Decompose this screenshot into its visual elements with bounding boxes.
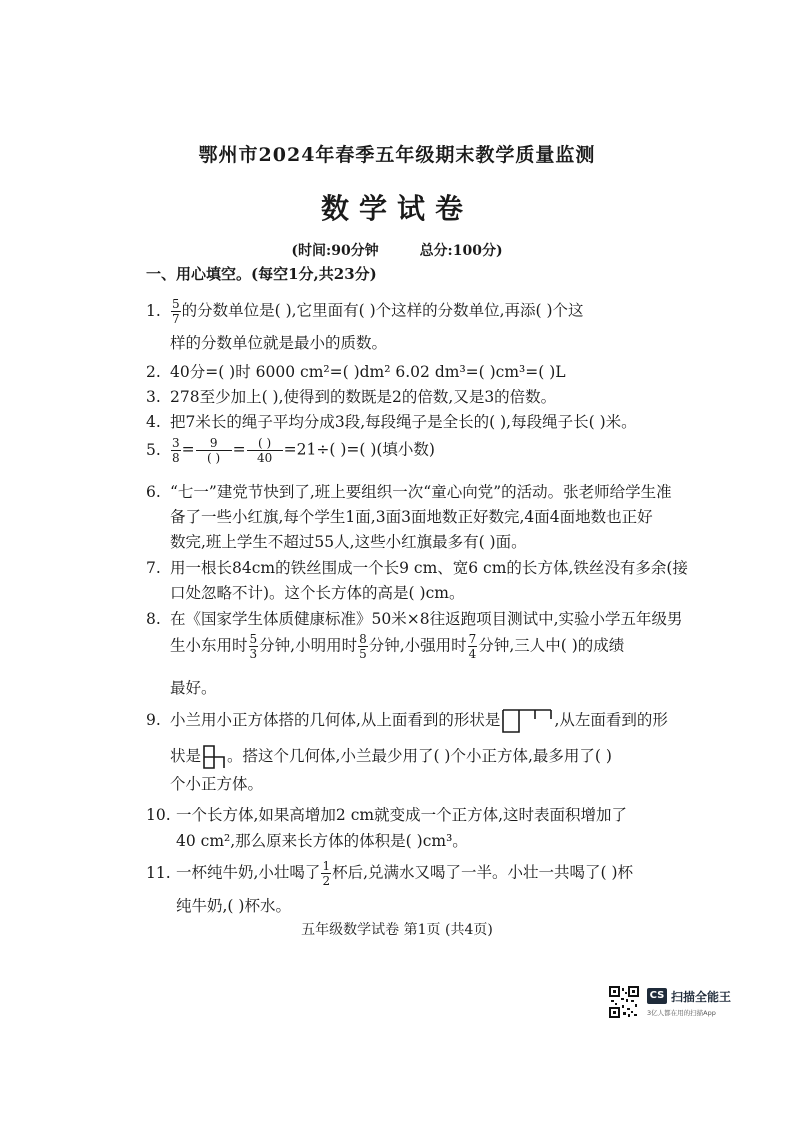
qr-code-icon — [609, 986, 639, 1018]
question-7-cont: 口处忽略不计)。这个长方体的高是( )cm。 — [170, 584, 465, 602]
fraction: $\frac{5}{7}$ — [172, 297, 180, 326]
fraction: $\frac{7}{4}$ — [468, 632, 477, 661]
question-1 — [146, 298, 584, 325]
question-text: 278至少加上( ),使得到的数既是2的倍数,又是3的倍数。 — [170, 388, 557, 406]
fraction: $\frac{8}{5}$ — [359, 632, 367, 661]
question-10 — [146, 803, 627, 825]
question-9-cont: 个小正方体。 — [170, 775, 264, 793]
section-title: 一、用心填空。(每空1分,共23分) — [146, 265, 377, 283]
question-10-cont: 40 cm²,那么原来长方体的体积是( )cm³。 — [176, 832, 468, 850]
scanner-watermark — [609, 986, 749, 1022]
fraction: $\frac{1}{2}$ — [322, 859, 331, 888]
question-text: 一个长方体,如果高增加2 cm就变成一个正方体,这时表面积增加了 — [176, 806, 628, 824]
question-number: 2. — [146, 363, 161, 381]
question-9: 9. 小兰用小正方体搭的几何体,从上面看到的形状是 ,从左面看到的形 — [146, 708, 668, 733]
question-text: “七一”建党节快到了,班上要组织一次“童心向党”的活动。张老师给学生准 — [170, 483, 672, 501]
exam-time: (时间:90分钟 — [291, 243, 379, 259]
camscanner-logo: CS — [647, 988, 667, 1004]
question-6-cont: 数完,班上学生不超过55人,这些小红旗最多有( )面。 — [170, 533, 527, 551]
question-2 — [146, 360, 566, 382]
question-8 — [146, 607, 683, 629]
question-number: 6. — [146, 483, 161, 501]
question-number: 9. — [146, 711, 161, 729]
question-number: 3. — [146, 388, 161, 406]
question-11-cont: 纯牛奶,( )杯水。 — [176, 897, 291, 915]
question-1-cont: 样的分数单位就是最小的质数。 — [170, 334, 388, 352]
question-text: 在《国家学生体质健康标准》50米×8往返跑项目测试中,实验小学五年级男 — [170, 610, 683, 628]
camscanner-slogan: 3亿人都在用的扫描App — [647, 1009, 716, 1017]
question-text: 用一根长84cm的铁丝围成一个长9 cm、宽6 cm的长方体,铁丝没有多余(接 — [170, 559, 688, 577]
exam-header-title: 鄂州市2024年春季五年级期末教学质量监测 — [198, 144, 596, 166]
question-number: 7. — [146, 559, 161, 577]
exam-main-title: 数学试卷 — [320, 192, 473, 225]
question-number: 8. — [146, 610, 161, 628]
question-number: 11. — [146, 863, 171, 882]
question-text: 把7米长的绳子平均分成3段,每段绳子是全长的( ),每段绳子长( )米。 — [170, 413, 637, 431]
question-8-cont: 最好。 — [170, 679, 217, 697]
question-4 — [146, 410, 637, 432]
question-text: 40分=( )时 6000 cm²=( )dm² 6.02 dm³=( )cm³=( )L — [170, 363, 566, 381]
question-7 — [146, 556, 688, 578]
question-number: 1. — [146, 301, 161, 320]
page-footer: 五年级数学试卷 第1页 (共4页) — [301, 922, 493, 938]
exam-info — [0, 240, 794, 260]
exam-total-score: 总分:100分) — [419, 243, 503, 259]
question-number: 10. — [146, 806, 171, 824]
question-8-cont: 生小东用时 $\frac{5}{3}$ 分钟,小明用时 $\frac{8}{5}$ 分钟,小强用时 $\frac{7}{4}$ 分钟,三人中( )的成绩 — [170, 632, 625, 661]
question-11: 11. 一杯纯牛奶,小壮喝了 $\frac{1}{2}$ 杯后,兑满水又喝了一半。小壮一共喝了( )杯 — [146, 859, 634, 888]
question-9-cont: 状是 。搭这个几何体,小兰最少用了( )个小正方体,最多用了( ) — [170, 744, 612, 769]
fraction: $\frac{3}{8}$ — [172, 436, 180, 465]
camscanner-name: 扫描全能王 — [671, 990, 732, 1004]
fraction: $\frac{9}{( )}$ — [196, 437, 232, 464]
fraction: $\frac{( )}{40}$ — [247, 437, 283, 464]
top-view-shape-icon — [502, 709, 552, 733]
question-number: 4. — [146, 413, 161, 431]
fraction: $\frac{5}{3}$ — [249, 632, 258, 661]
question-3 — [146, 385, 556, 407]
question-number: 5. — [146, 440, 161, 459]
question-text: =21÷( )=( )(填小数) — [283, 440, 435, 459]
question-6 — [146, 480, 672, 502]
question-5: 5. $\frac{3}{8}$ = $\frac{9}{( )}$ = $\frac{( )}{40}$ =21÷( )=( )(填小数) — [146, 436, 435, 465]
left-view-shape-icon — [203, 745, 225, 769]
question-text: 的分数单位是( ),它里面有( )个这样的分数单位,再添( )个这 — [181, 301, 584, 320]
question-6-cont: 备了一些小红旗,每个学生1面,3面3面地数正好数完,4面4面地数也正好 — [170, 508, 653, 526]
